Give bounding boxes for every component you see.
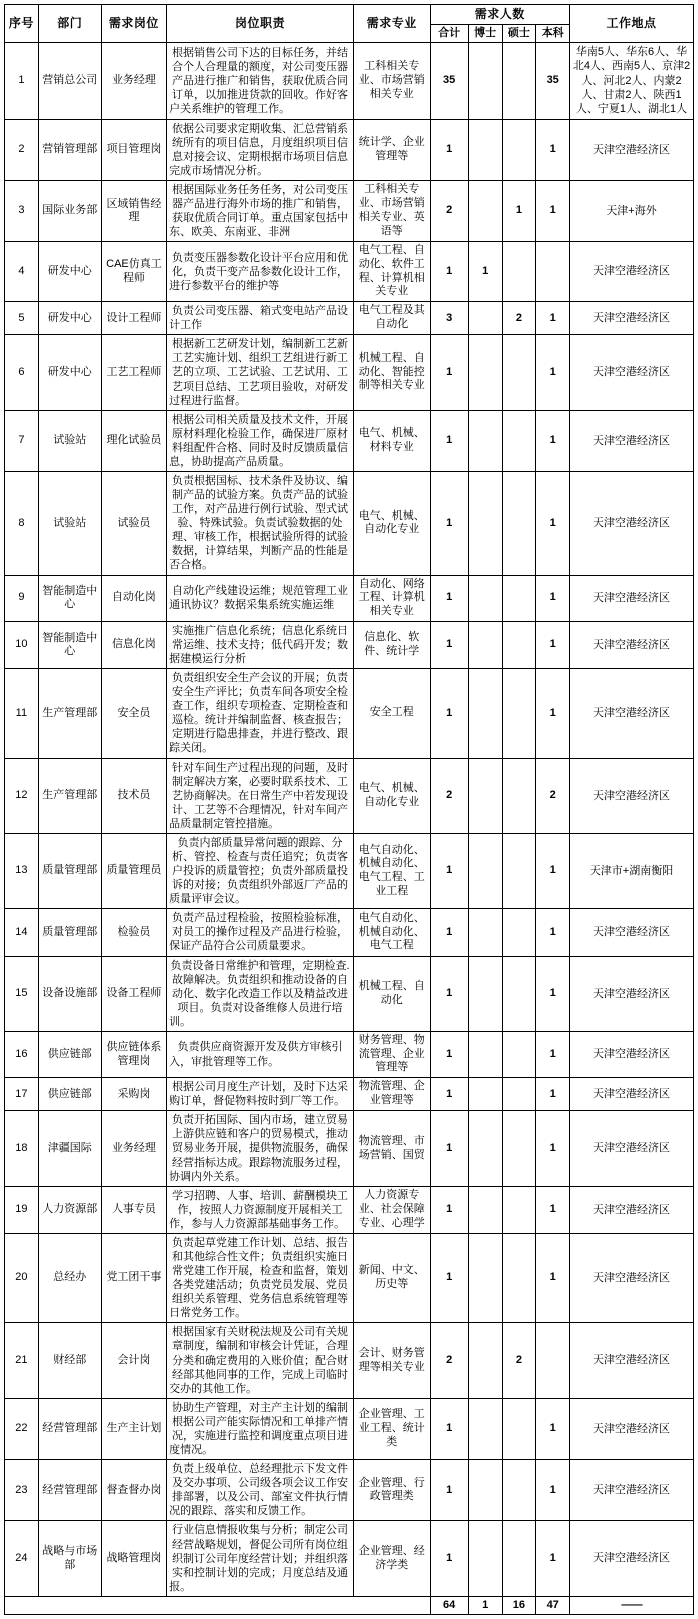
- table-row: [5, 956, 694, 1031]
- cell-bachelor: 1: [536, 1078, 570, 1111]
- cell-location: 天津空港经济区: [570, 1398, 694, 1459]
- cell-dept: 经营管理部: [38, 1398, 101, 1459]
- cell-major: 物流管理、市场营销、国贸: [353, 1111, 430, 1186]
- cell-phd: [468, 335, 502, 410]
- cell-duty: 负责上级单位、总经理批示下发文件及交办事项、公司级各项会议工作安排部署，以及公司、部室文件执行情况的跟踪、落实和反馈工作。: [167, 1460, 354, 1521]
- cell-bachelor: 1: [536, 1031, 570, 1077]
- cell-no: 11: [5, 669, 39, 758]
- cell-dept: 总经办: [38, 1233, 101, 1322]
- cell-post: 设备工程师: [101, 956, 166, 1031]
- cell-no: 10: [5, 621, 39, 668]
- cell-phd: [468, 410, 502, 471]
- cell-total: 35: [430, 43, 468, 119]
- cell-dept: 国际业务部: [38, 180, 101, 241]
- cell-master: [502, 833, 536, 908]
- cell-no: 9: [5, 575, 39, 621]
- table-row: [5, 43, 694, 119]
- cell-bachelor: 2: [536, 758, 570, 833]
- cell-duty: 负责公司变压器、箱式变电站产品设计工作: [167, 302, 354, 335]
- cell-no: 16: [5, 1031, 39, 1077]
- cell-location: 天津市+湖南衡阳: [570, 833, 694, 908]
- cell-post: 检验员: [101, 909, 166, 956]
- header-total: 合计: [430, 24, 468, 42]
- cell-no: 8: [5, 472, 39, 576]
- cell-total: 1: [430, 575, 468, 621]
- cell-bachelor: 1: [536, 1111, 570, 1186]
- header-row-top: [5, 5, 694, 25]
- cell-location: 华南5人、华东6人、华北4人、西南5人、京津2人、河北2人、内蒙2人、甘肃2人、陕西1人、宁夏1人、湖北1人: [570, 43, 694, 119]
- cell-phd: [468, 833, 502, 908]
- cell-bachelor: 1: [536, 1460, 570, 1521]
- cell-total: 1: [430, 1233, 468, 1322]
- cell-master: [502, 1460, 536, 1521]
- cell-post: 质量管理员: [101, 833, 166, 908]
- table-row: [5, 242, 694, 302]
- cell-bachelor: 1: [536, 909, 570, 956]
- cell-major: 机械工程、自动化: [353, 956, 430, 1031]
- cell-no: 7: [5, 410, 39, 471]
- cell-dept: 生产管理部: [38, 669, 101, 758]
- cell-total: 1: [430, 1521, 468, 1596]
- table-row: [5, 575, 694, 621]
- table-row: [5, 472, 694, 576]
- cell-total: 1: [430, 119, 468, 180]
- cell-duty: 负责产品过程检验，按照检验标准，对员工的操作过程及产品进行检验，保证产品符合公司质量要求。: [167, 909, 354, 956]
- cell-major: 信息化、软件、统计学: [353, 621, 430, 668]
- table-row: [5, 1078, 694, 1111]
- table-row: [5, 335, 694, 410]
- cell-location: 天津空港经济区: [570, 909, 694, 956]
- footer-blank: [5, 1596, 431, 1614]
- header-major: 需求专业: [353, 5, 430, 43]
- cell-bachelor: 1: [536, 1398, 570, 1459]
- cell-total: 1: [430, 472, 468, 576]
- cell-major: 安全工程: [353, 669, 430, 758]
- cell-location: 天津空港经济区: [570, 472, 694, 576]
- cell-dept: 研发中心: [38, 242, 101, 302]
- cell-major: 会计、财务管理等相关专业: [353, 1323, 430, 1398]
- cell-bachelor: 1: [536, 833, 570, 908]
- cell-bachelor: 1: [536, 575, 570, 621]
- header-master: 硕士: [502, 24, 536, 42]
- cell-dept: 津疆国际: [38, 1111, 101, 1186]
- table-row: [5, 1460, 694, 1521]
- cell-total: 1: [430, 621, 468, 668]
- cell-master: 2: [502, 302, 536, 335]
- cell-phd: [468, 575, 502, 621]
- cell-major: 电气工程及其自动化: [353, 302, 430, 335]
- cell-phd: [468, 909, 502, 956]
- cell-post: 工艺工程师: [101, 335, 166, 410]
- cell-duty: 学习招聘、人事、培训、薪酬模块工作，按照人力资源制度开展相关工作，参与人力资源部基础事务工作。: [167, 1186, 354, 1233]
- table-footer: [5, 1596, 694, 1614]
- cell-master: [502, 1521, 536, 1596]
- table-header: [5, 5, 694, 43]
- cell-post: 业务经理: [101, 1111, 166, 1186]
- cell-post: 战略管理岗: [101, 1521, 166, 1596]
- cell-phd: [468, 1186, 502, 1233]
- cell-post: 督查督办岗: [101, 1460, 166, 1521]
- cell-post: CAE仿真工程师: [101, 242, 166, 302]
- cell-location: 天津空港经济区: [570, 335, 694, 410]
- cell-no: 24: [5, 1521, 39, 1596]
- cell-duty: 根据国际业务任务任务，对公司变压器产品进行海外市场的推广和销售，获取优质合同订单。重点国家包括中东、欧美、东南亚、非洲: [167, 180, 354, 241]
- cell-dept: 质量管理部: [38, 909, 101, 956]
- cell-phd: [468, 1323, 502, 1398]
- cell-master: [502, 575, 536, 621]
- cell-dept: 人力资源部: [38, 1186, 101, 1233]
- cell-master: [502, 621, 536, 668]
- footer-total: 64: [430, 1596, 468, 1614]
- cell-master: 2: [502, 1323, 536, 1398]
- cell-phd: [468, 1078, 502, 1111]
- cell-dept: 智能制造中心: [38, 575, 101, 621]
- footer-bachelor: 47: [536, 1596, 570, 1614]
- cell-no: 2: [5, 119, 39, 180]
- cell-total: 1: [430, 1031, 468, 1077]
- cell-master: [502, 1078, 536, 1111]
- cell-post: 采购岗: [101, 1078, 166, 1111]
- cell-master: [502, 1111, 536, 1186]
- cell-bachelor: [536, 1323, 570, 1398]
- cell-phd: [468, 1521, 502, 1596]
- cell-post: 区域销售经理: [101, 180, 166, 241]
- cell-post: 理化试验员: [101, 410, 166, 471]
- cell-master: [502, 956, 536, 1031]
- cell-location: 天津空港经济区: [570, 1111, 694, 1186]
- cell-master: [502, 335, 536, 410]
- cell-bachelor: 1: [536, 335, 570, 410]
- cell-total: 1: [430, 1460, 468, 1521]
- cell-total: 2: [430, 1323, 468, 1398]
- cell-location: 天津空港经济区: [570, 669, 694, 758]
- cell-duty: 协助生产管理，对主产主计划的编制根据公司产能实际情况和工单排产情况，实施进行监控和调度重点项目进度情况。: [167, 1398, 354, 1459]
- cell-duty: 针对车间生产过程出现的问题，及时制定解决方案，必要时联系技术、工艺协商解决。在日常生产中若发现设计、工艺等不合理情况，针对车间产品质量制定管控措施。: [167, 758, 354, 833]
- cell-dept: 财经部: [38, 1323, 101, 1398]
- cell-phd: [468, 472, 502, 576]
- cell-duty: 负责开拓国际、国内市场，建立贸易上游供应链和客户的贸易模式，推动贸易业务开展，提供物流服务，确保经营指标达成。跟踪物流服务过程，协调内外关系。: [167, 1111, 354, 1186]
- cell-major: 电气自动化、机械自动化、电气工程: [353, 909, 430, 956]
- header-no: 序号: [5, 5, 39, 43]
- cell-duty: 负责设备日常维护和管理，定期检查.故障解决。负责组织和推动设备的自动化、数字化改造工作以及精益改进项目。负责对设备维修人员进行培训。: [167, 956, 354, 1031]
- header-count-group: 需求人数: [430, 5, 570, 25]
- cell-post: 供应链体系管理岗: [101, 1031, 166, 1077]
- cell-dept: 营销管理部: [38, 119, 101, 180]
- cell-bachelor: 1: [536, 621, 570, 668]
- cell-major: 企业管理、工业工程、统计类: [353, 1398, 430, 1459]
- cell-duty: 负责变压器参数化设计平台应用和优化，负责干变产品参数化设计工作，进行参数平台的维护等: [167, 242, 354, 302]
- cell-total: 1: [430, 1078, 468, 1111]
- cell-post: 技术员: [101, 758, 166, 833]
- header-post: 需求岗位: [101, 5, 166, 43]
- recruitment-table: [4, 4, 694, 1615]
- cell-location: 天津空港经济区: [570, 758, 694, 833]
- cell-major: 电气、机械、材料专业: [353, 410, 430, 471]
- cell-no: 6: [5, 335, 39, 410]
- cell-master: [502, 669, 536, 758]
- cell-total: 2: [430, 758, 468, 833]
- cell-duty: 根据销售公司下达的目标任务，并结合个人合理量的额度，对公司变压器产品进行推广和销售，获取优质合同订单，以加推进货款的回收。作好客户关系维护的管理工作。: [167, 43, 354, 119]
- cell-phd: [468, 180, 502, 241]
- table-row: [5, 1233, 694, 1322]
- cell-major: 电气、机械、自动化专业: [353, 758, 430, 833]
- table-row: [5, 621, 694, 668]
- cell-dept: 智能制造中心: [38, 621, 101, 668]
- cell-location: 天津空港经济区: [570, 119, 694, 180]
- cell-bachelor: 1: [536, 1186, 570, 1233]
- header-dept: 部门: [38, 5, 101, 43]
- cell-bachelor: 1: [536, 1521, 570, 1596]
- cell-location: 天津空港经济区: [570, 1521, 694, 1596]
- table-row: [5, 302, 694, 335]
- cell-duty: 负责根据国标、技术条件及协议、编制产品的试验方案。负责产品的试验工作，对产品进行例行试验、型式试验、特殊试验。负责试验数据的处理、审核工作，根据试验所得的试验数据，计算结果，判断产品的性能是否合格。: [167, 472, 354, 576]
- cell-total: 1: [430, 1186, 468, 1233]
- table-body: [5, 43, 694, 1597]
- cell-phd: [468, 758, 502, 833]
- cell-no: 15: [5, 956, 39, 1031]
- cell-location: 天津空港经济区: [570, 1323, 694, 1398]
- cell-dept: 研发中心: [38, 335, 101, 410]
- cell-major: 物流管理、企业管理等: [353, 1078, 430, 1111]
- cell-post: 生产主计划: [101, 1398, 166, 1459]
- cell-duty: 根据新工艺研发计划，编制新工艺新工艺实施计划、组织工艺组进行新工艺的立项、工艺试验、工艺试用、工艺项目总结、工艺项目验收，对研发过程进行监督。: [167, 335, 354, 410]
- cell-master: [502, 909, 536, 956]
- cell-total: 1: [430, 956, 468, 1031]
- cell-bachelor: 1: [536, 410, 570, 471]
- cell-bachelor: 1: [536, 1233, 570, 1322]
- cell-duty: 依据公司要求定期收集、汇总营销系统所有的项目信息，月度组织项目信息对接会议、定期根据市场项目信息完成市场情况分析。: [167, 119, 354, 180]
- header-bachelor: 本科: [536, 24, 570, 42]
- cell-location: 天津+海外: [570, 180, 694, 241]
- cell-bachelor: 1: [536, 956, 570, 1031]
- cell-phd: [468, 956, 502, 1031]
- cell-no: 18: [5, 1111, 39, 1186]
- cell-location: 天津空港经济区: [570, 410, 694, 471]
- cell-post: 项目管理岗: [101, 119, 166, 180]
- cell-post: 党工团干事: [101, 1233, 166, 1322]
- cell-major: 机械工程、自动化、智能控制等相关专业: [353, 335, 430, 410]
- table-row: [5, 1323, 694, 1398]
- cell-bachelor: 1: [536, 119, 570, 180]
- cell-location: 天津空港经济区: [570, 1233, 694, 1322]
- header-duty: 岗位职责: [167, 5, 354, 43]
- cell-phd: [468, 43, 502, 119]
- cell-dept: 研发中心: [38, 302, 101, 335]
- cell-dept: 供应链部: [38, 1031, 101, 1077]
- cell-dept: 生产管理部: [38, 758, 101, 833]
- cell-dept: 战略与市场部: [38, 1521, 101, 1596]
- cell-master: [502, 1233, 536, 1322]
- table-row: [5, 1031, 694, 1077]
- cell-post: 安全员: [101, 669, 166, 758]
- footer-location: ——: [570, 1596, 694, 1614]
- cell-no: 17: [5, 1078, 39, 1111]
- cell-major: 企业管理、经济学类: [353, 1521, 430, 1596]
- cell-master: 1: [502, 180, 536, 241]
- cell-master: [502, 119, 536, 180]
- cell-total: 1: [430, 833, 468, 908]
- cell-no: 14: [5, 909, 39, 956]
- table-row: [5, 833, 694, 908]
- cell-bachelor: 35: [536, 43, 570, 119]
- cell-no: 22: [5, 1398, 39, 1459]
- cell-post: 设计工程师: [101, 302, 166, 335]
- cell-no: 21: [5, 1323, 39, 1398]
- cell-major: 人力资源专业、社会保障专业、心理学: [353, 1186, 430, 1233]
- cell-master: [502, 43, 536, 119]
- cell-no: 1: [5, 43, 39, 119]
- cell-post: 试验员: [101, 472, 166, 576]
- cell-phd: [468, 621, 502, 668]
- cell-duty: 负责供应商资源开发及供方审核引入，审批管理等工作。: [167, 1031, 354, 1077]
- cell-total: 1: [430, 1111, 468, 1186]
- cell-phd: [468, 1031, 502, 1077]
- table-row: [5, 758, 694, 833]
- cell-dept: 营销总公司: [38, 43, 101, 119]
- footer-row: [5, 1596, 694, 1614]
- cell-major: 电气工程、自动化、软件工程、计算机相关专业: [353, 242, 430, 302]
- cell-no: 13: [5, 833, 39, 908]
- header-location: 工作地点: [570, 5, 694, 43]
- cell-master: [502, 410, 536, 471]
- cell-dept: 设备设施部: [38, 956, 101, 1031]
- cell-bachelor: 1: [536, 472, 570, 576]
- cell-phd: [468, 119, 502, 180]
- cell-dept: 质量管理部: [38, 833, 101, 908]
- cell-total: 3: [430, 302, 468, 335]
- cell-no: 3: [5, 180, 39, 241]
- cell-post: 人事专员: [101, 1186, 166, 1233]
- table-row: [5, 1521, 694, 1596]
- cell-major: 财务管理、物流管理、企业管理等: [353, 1031, 430, 1077]
- cell-master: [502, 1398, 536, 1459]
- cell-major: 统计学、企业管理等: [353, 119, 430, 180]
- cell-duty: 实施推广信息化系统；信息化系统日常运维、技术支持；低代码开发；数据建模运行分析: [167, 621, 354, 668]
- cell-duty: 根据公司相关质量及技术文件，开展原材料理化检验工作，确保进厂原材料组配件合格、同时及时反馈质量信息，协助提高产品质量。: [167, 410, 354, 471]
- cell-phd: [468, 1460, 502, 1521]
- cell-duty: 负责内部质量异常问题的跟踪、分析、管控、检查与责任追究；负责客户投诉的质量管控；负责外部质量投诉的对接；负责组织外部返厂产品的质量评审会议。: [167, 833, 354, 908]
- cell-duty: 行业信息情报收集与分析；制定公司经营战略规划，督促公司所有岗位组织制订公司年度经营计划；并组织落实和控制计划的完成；月度总结及通报。: [167, 1521, 354, 1596]
- cell-phd: [468, 302, 502, 335]
- cell-master: [502, 1031, 536, 1077]
- cell-major: 自动化、网络工程、计算机相关专业: [353, 575, 430, 621]
- cell-duty: 负责组织安全生产会议的开展；负责安全生产评比；负责车间各项安全检查工作，组织专项检查、定期检查和巡检。统计并编制监督、核查报告；定期进行隐患排查，并进行整改、跟踪关闭。: [167, 669, 354, 758]
- cell-duty: 自动化产线建设运维；规范管理工业通讯协议？数据采集系统实施运维: [167, 575, 354, 621]
- footer-master: 16: [502, 1596, 536, 1614]
- cell-major: 电气自动化、机械自动化、电气工程、工业工程: [353, 833, 430, 908]
- table-row: [5, 669, 694, 758]
- cell-major: 新闻、中文、历史等: [353, 1233, 430, 1322]
- cell-post: 会计岗: [101, 1323, 166, 1398]
- cell-phd: [468, 1233, 502, 1322]
- cell-location: 天津空港经济区: [570, 1186, 694, 1233]
- table-row: [5, 180, 694, 241]
- cell-location: 天津空港经济区: [570, 1031, 694, 1077]
- cell-dept: 经营管理部: [38, 1460, 101, 1521]
- cell-phd: [468, 669, 502, 758]
- cell-no: 5: [5, 302, 39, 335]
- footer-phd: 1: [468, 1596, 502, 1614]
- table-row: [5, 1186, 694, 1233]
- header-phd: 博士: [468, 24, 502, 42]
- cell-location: 天津空港经济区: [570, 575, 694, 621]
- cell-major: 工科相关专业、市场营销相关专业、英语等: [353, 180, 430, 241]
- cell-post: 自动化岗: [101, 575, 166, 621]
- cell-total: 1: [430, 335, 468, 410]
- cell-location: 天津空港经济区: [570, 1078, 694, 1111]
- table-row: [5, 1398, 694, 1459]
- cell-location: 天津空港经济区: [570, 1460, 694, 1521]
- cell-master: [502, 758, 536, 833]
- cell-location: 天津空港经济区: [570, 621, 694, 668]
- cell-total: 1: [430, 410, 468, 471]
- cell-dept: 试验站: [38, 472, 101, 576]
- cell-total: 1: [430, 242, 468, 302]
- cell-total: 1: [430, 1398, 468, 1459]
- cell-post: 信息化岗: [101, 621, 166, 668]
- table-row: [5, 1111, 694, 1186]
- cell-bachelor: 1: [536, 669, 570, 758]
- cell-no: 4: [5, 242, 39, 302]
- cell-no: 23: [5, 1460, 39, 1521]
- cell-phd: 1: [468, 242, 502, 302]
- cell-major: 企业管理、行政管理类: [353, 1460, 430, 1521]
- table-row: [5, 909, 694, 956]
- cell-location: 天津空港经济区: [570, 956, 694, 1031]
- cell-total: 1: [430, 669, 468, 758]
- cell-duty: 负责起草党建工作计划、总结、报告和其他综合性文件；负责组织实施日常党建工作开展，检查和监督，策划各类党建活动；负责党员发展、党员组织关系管理、党务信息系统管理等日常党务工作。: [167, 1233, 354, 1322]
- cell-no: 20: [5, 1233, 39, 1322]
- cell-bachelor: [536, 242, 570, 302]
- cell-location: 天津空港经济区: [570, 242, 694, 302]
- cell-total: 1: [430, 909, 468, 956]
- cell-duty: 根据国家有关财税法规及公司有关规章制度，编制和审核会计凭证，合理分类和确定费用的入账价值；配合财经部其他同事的工作，完成上司临时交办的其他工作。: [167, 1323, 354, 1398]
- cell-dept: 供应链部: [38, 1078, 101, 1111]
- cell-post: 业务经理: [101, 43, 166, 119]
- cell-master: [502, 472, 536, 576]
- cell-dept: 试验站: [38, 410, 101, 471]
- cell-master: [502, 1186, 536, 1233]
- cell-location: 天津空港经济区: [570, 302, 694, 335]
- cell-bachelor: 1: [536, 302, 570, 335]
- table-row: [5, 119, 694, 180]
- cell-master: [502, 242, 536, 302]
- cell-duty: 根据公司月度生产计划，及时下达采购订单，督促物料按时到厂等工作。: [167, 1078, 354, 1111]
- cell-no: 19: [5, 1186, 39, 1233]
- cell-total: 2: [430, 180, 468, 241]
- cell-bachelor: 1: [536, 180, 570, 241]
- cell-no: 12: [5, 758, 39, 833]
- table-row: [5, 410, 694, 471]
- cell-major: 工科相关专业、市场营销相关专业: [353, 43, 430, 119]
- cell-phd: [468, 1111, 502, 1186]
- cell-phd: [468, 1398, 502, 1459]
- cell-major: 电气、机械、自动化专业: [353, 472, 430, 576]
